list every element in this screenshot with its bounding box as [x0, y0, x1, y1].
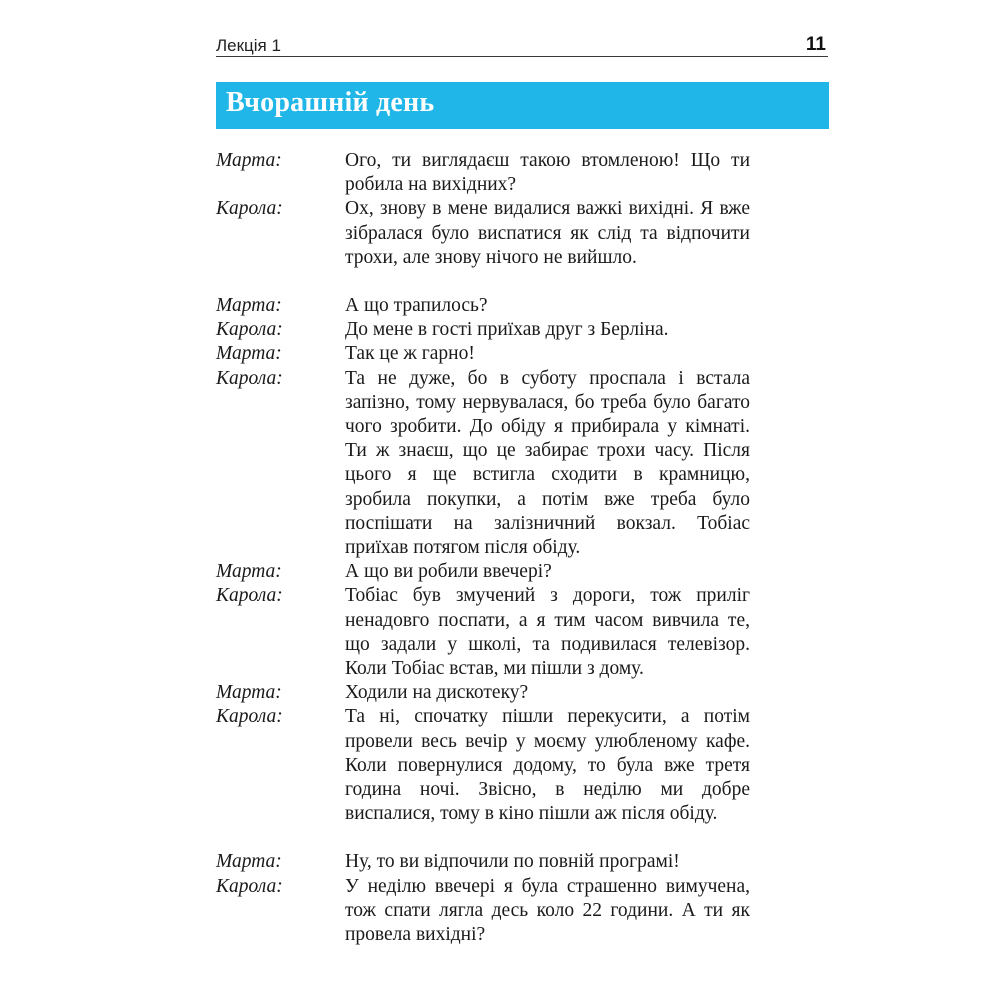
dialogue-turn	[216, 705, 756, 826]
dialogue-line: Та не дуже, бо в суботу проспала і встала запізно, тому нервувалася, бо треба було багато чого зробити. До обіду я прибирала у кімнаті. Ти ж знаєш, що це забирає трохи часу. Після цього я ще встигла сходити в крамницю, зробила покупки, а потім вже треба було поспішати на залізничний вокзал. Тобіас приїхав потягом після обіду.	[345, 367, 750, 559]
running-header	[216, 34, 828, 57]
dialogue-turn	[216, 367, 756, 561]
dialogue-line: А що трапилось?	[345, 295, 488, 317]
dialogue-line: Ходили на дискотеку?	[345, 682, 529, 704]
dialogue-turn	[216, 850, 756, 874]
speaker-name: Карола:	[216, 875, 283, 897]
speaker-name: Марта:	[216, 295, 282, 317]
dialogue-line: Та ні, спочатку пішли перекусити, а потім провели весь вечір у моєму улюбленому кафе. Коли повернулися додому, то була вже третя година ночі. Звісно, в неділю ми добре виспалися, тому в кіно пішли аж після обіду.	[345, 706, 750, 825]
dialogue-turn	[216, 584, 756, 681]
dialogue-turn	[216, 197, 756, 270]
dialogue-turn	[216, 294, 756, 318]
title-banner	[216, 82, 829, 129]
speaker-name: Марта:	[216, 561, 282, 583]
dialogue-turn	[216, 681, 756, 705]
dialogue-turn	[216, 149, 756, 197]
speaker-name: Марта:	[216, 150, 282, 171]
speaker-name: Марта:	[216, 343, 282, 365]
dialogue-line: А що ви робили ввечері?	[345, 561, 552, 583]
speaker-name: Марта:	[216, 851, 282, 873]
speaker-name: Карола:	[216, 198, 283, 220]
dialogue-turn	[216, 560, 756, 584]
page-number: 11	[805, 34, 826, 55]
dialogue-turn	[216, 318, 756, 342]
speaker-name: Марта:	[216, 682, 282, 704]
dialogue-line: Ну, то ви відпочили по повній програмі!	[345, 851, 680, 873]
speaker-name: Карола:	[216, 585, 283, 607]
dialogue-line: До мене в гості приїхав друг з Берліна.	[345, 319, 669, 341]
dialogue-line: Ох, знову в мене видалися важкі вихідні. Я вже зібралася було виспатися як слід та відпочити трохи, але знову нічого не вийшло.	[345, 198, 750, 268]
dialogue-turn	[216, 875, 756, 948]
dialogue-line: У неділю ввечері я була страшенно вимучена, тож спати лягла десь коло 22 години. А ти як провела вихідні?	[345, 875, 750, 946]
lecture-label: Лекція 1	[216, 36, 281, 55]
speaker-name: Карола:	[216, 319, 283, 341]
dialogue-line: Тобіас був змучений з дороги, тож приліг ненадовго поспати, а я тим часом вивчила те, що задали у школі, та подивилася телевізор. Коли Тобіас встав, ми пішли з дому.	[345, 585, 750, 680]
dialogue-line: Ого, ти виглядаєш такою втомленою! Що ти робила на вихідних?	[345, 150, 750, 196]
page-title: Вчорашній день	[226, 87, 435, 118]
dialogue	[216, 149, 756, 947]
speaker-name: Карола:	[216, 367, 283, 389]
speaker-name: Карола:	[216, 706, 283, 728]
dialogue-line: Так це ж гарно!	[345, 343, 475, 365]
dialogue-turn	[216, 342, 756, 366]
